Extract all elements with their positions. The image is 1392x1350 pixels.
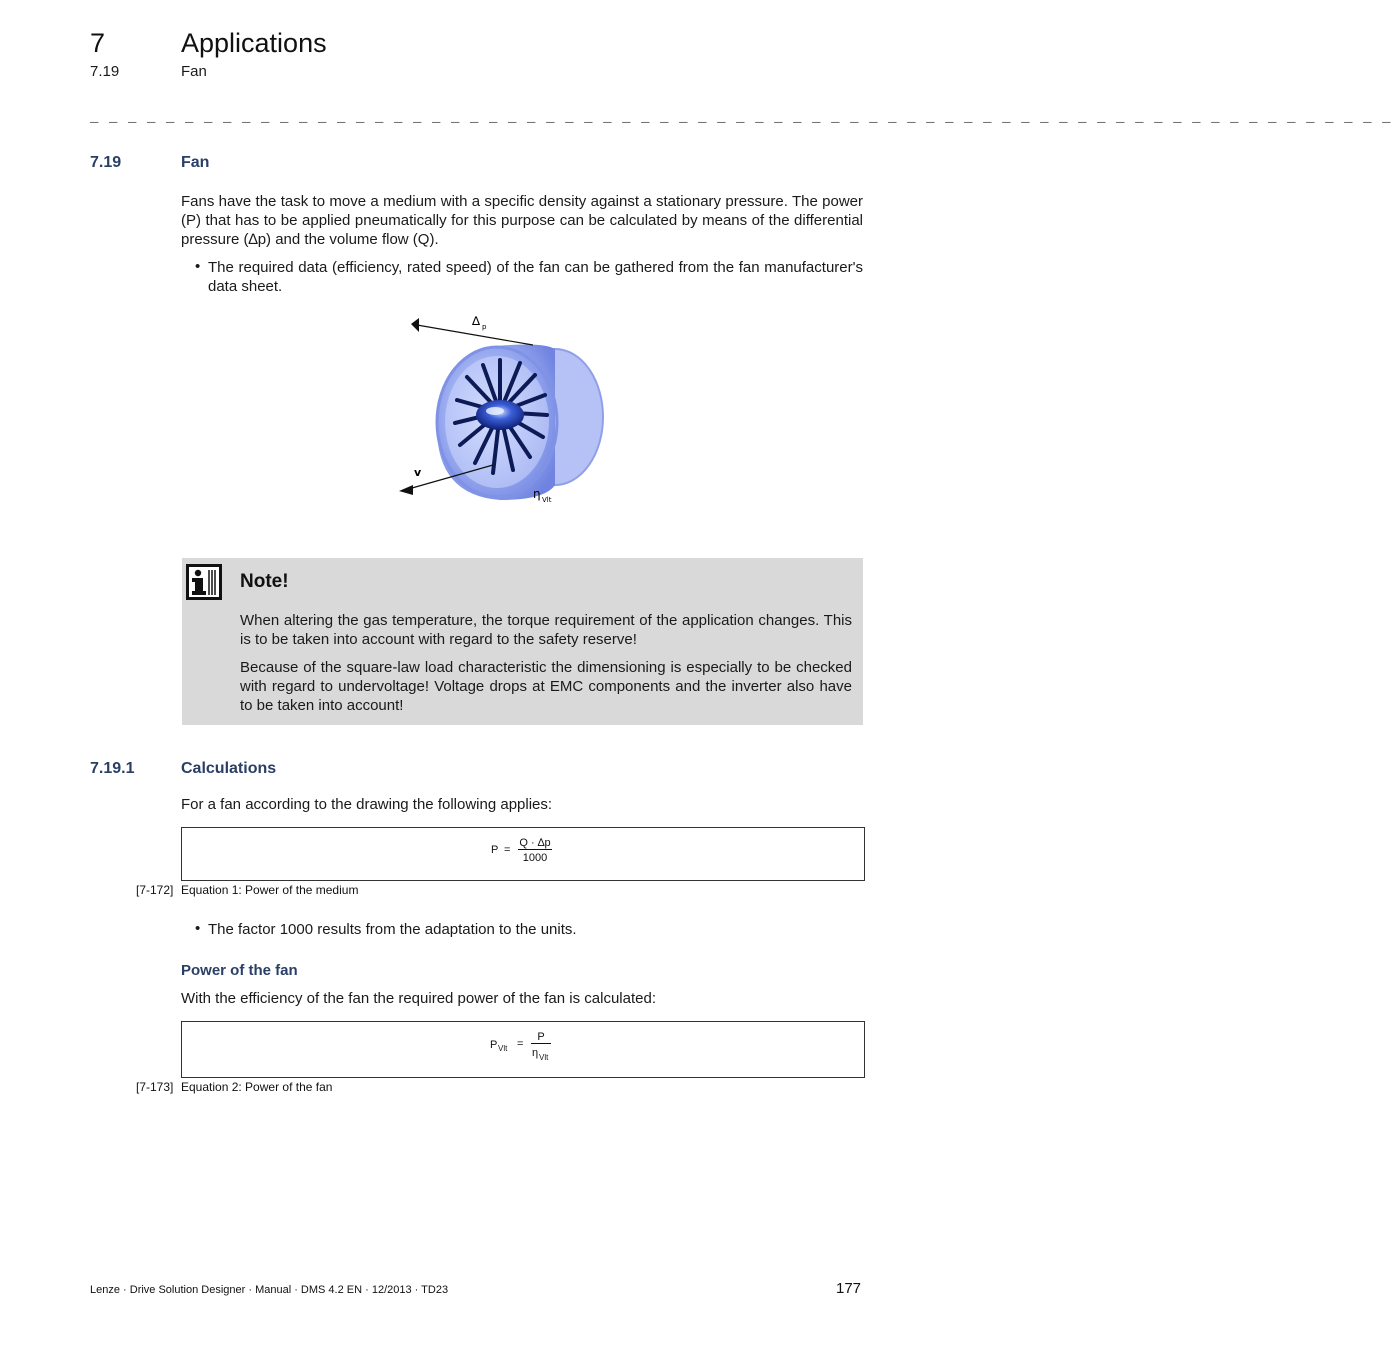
section-intro: Fans have the task to move a medium with a specific density against a stationary pressure. The power (P) that has to be applied pneumatically for this purpose can be calculated by means of the differential pressure (∆p) and the volume flow (Q). bbox=[181, 193, 863, 248]
subsection-title: Calculations bbox=[181, 760, 277, 777]
note-title: Note! bbox=[240, 571, 289, 592]
bullet-mark-2: • bbox=[195, 920, 201, 937]
footer-text: Lenze · Drive Solution Designer · Manual · DMS 4.2 EN · 12/2013 · TD23 bbox=[90, 1284, 449, 1296]
eq1-lhs: P bbox=[491, 844, 499, 856]
fan-hub bbox=[476, 400, 524, 430]
eq1-ref: [7-172] bbox=[136, 883, 174, 897]
eq1-denominator: 1000 bbox=[522, 852, 548, 864]
power-text: With the efficiency of the fan the required power of the fan is calculated: bbox=[181, 990, 656, 1007]
eq1-caption: Equation 1: Power of the medium bbox=[181, 883, 359, 897]
eq2-ref: [7-173] bbox=[136, 1080, 174, 1094]
label-v: v bbox=[414, 466, 422, 479]
section-number: 7.19 bbox=[90, 154, 122, 171]
label-eta-sub: Vlt bbox=[542, 496, 552, 504]
bullet-text-2: The factor 1000 results from the adaptation to the units. bbox=[208, 921, 577, 938]
header-section-title: Fan bbox=[181, 63, 207, 80]
fan-hub-highlight bbox=[486, 407, 504, 415]
fan-figure bbox=[395, 305, 620, 520]
info-icon bbox=[186, 564, 222, 600]
eq1-equals: = bbox=[504, 844, 511, 856]
equation-1-box bbox=[181, 827, 865, 881]
eq2-numerator: P bbox=[531, 1031, 551, 1044]
bullet-mark: • bbox=[195, 258, 201, 275]
subsection-intro: For a fan according to the drawing the following applies: bbox=[181, 796, 553, 813]
label-delta-sub: p bbox=[482, 323, 487, 331]
equation-2-box bbox=[181, 1021, 865, 1078]
section-title: Fan bbox=[181, 154, 210, 171]
note-paragraph-1: When altering the gas temperature, the torque requirement of the application changes. This is to be taken into account with regard to the safety reserve! bbox=[240, 612, 852, 648]
eq2-caption: Equation 2: Power of the fan bbox=[181, 1080, 333, 1094]
eq2-equals: = bbox=[517, 1038, 524, 1050]
page-number: 177 bbox=[836, 1280, 862, 1297]
eq2-denominator-sub: Vlt bbox=[539, 1053, 549, 1062]
pressure-arrow-line bbox=[417, 325, 533, 345]
chapter-title: Applications bbox=[181, 28, 327, 58]
label-eta: η bbox=[533, 487, 541, 501]
note-paragraph-2: Because of the square-law load characteristic the dimensioning is especially to be checked with regard to undervoltage! Voltage drops at EMC components and the inverter also have to be taken into account! bbox=[240, 659, 852, 714]
eq2-denominator: η bbox=[532, 1047, 539, 1059]
label-delta: ∆ bbox=[472, 314, 481, 328]
pressure-arrowhead bbox=[411, 318, 419, 332]
power-heading: Power of the fan bbox=[181, 962, 298, 979]
subsection-number: 7.19.1 bbox=[90, 760, 135, 777]
header-separator: _ _ _ _ _ _ _ _ _ _ _ _ _ _ _ _ _ _ _ _ _ _ _ _ _ _ _ _ _ _ _ _ _ _ _ _ _ _ _ _ _ _ _ _ _ _ _ _ _ _ _ _ _ _ _ _ _ _ _ _ _ _ _ _ _ _ _ _ _ bbox=[90, 110, 1392, 126]
bullet-text: The required data (efficiency, rated speed) of the fan can be gathered from the fan manufacturer's data sheet. bbox=[208, 259, 863, 295]
fan-illustration bbox=[395, 305, 620, 520]
flow-arrowhead bbox=[399, 485, 413, 495]
eq2-lhs-sub: Vlt bbox=[498, 1044, 508, 1053]
header-section-number: 7.19 bbox=[90, 63, 120, 80]
chapter-number: 7 bbox=[90, 28, 106, 58]
eq1-numerator: Q · ∆p bbox=[519, 837, 551, 849]
eq2-lhs: P bbox=[490, 1039, 498, 1051]
